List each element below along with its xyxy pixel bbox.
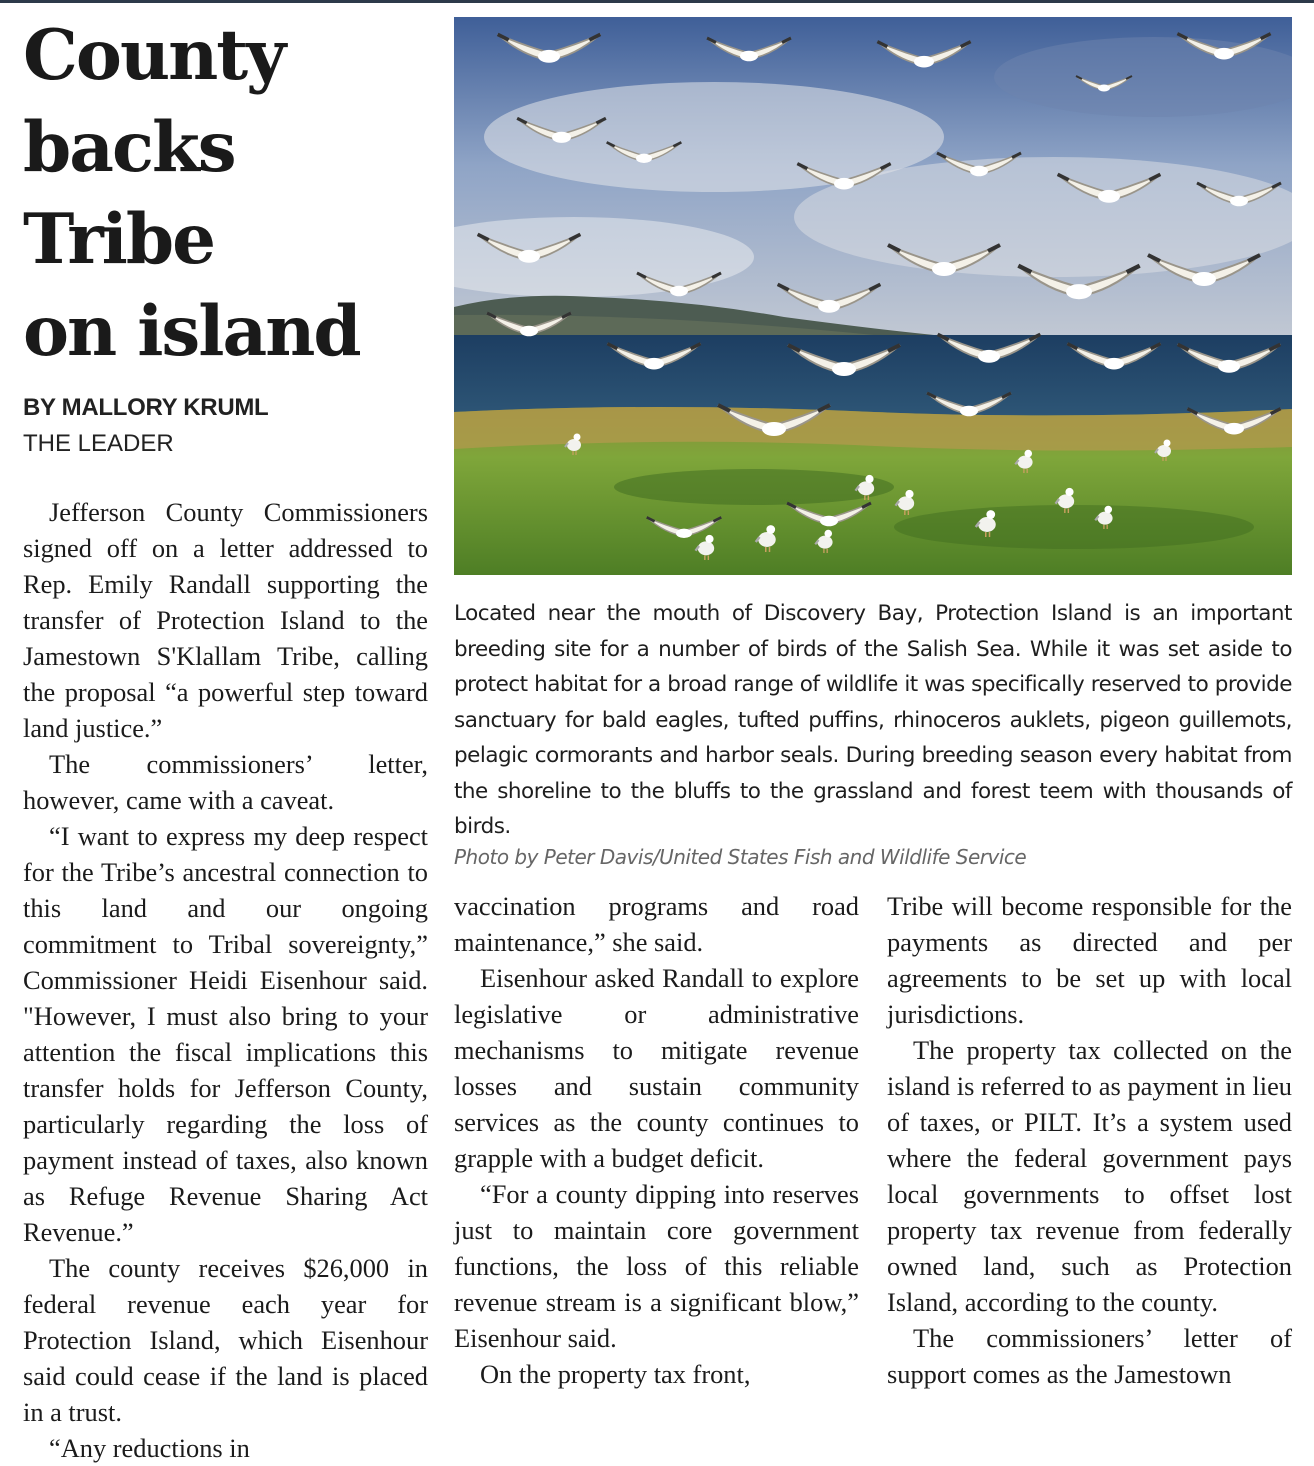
paragraph: “For a county dipping into reserves just to maintain core government functions, the loss of this reliable revenue stream is a significant blow,” Eisenhour said. xyxy=(454,1179,859,1353)
paragraph: vaccination programs and road maintenance,” she said. xyxy=(454,891,859,957)
headline-line-2: backs Tribe xyxy=(23,107,235,280)
headline-line-3: on island xyxy=(23,291,360,372)
headline-line-1: County xyxy=(23,15,285,96)
paragraph: “Any reductions in xyxy=(49,1433,250,1463)
paragraph: The property tax collected on the island is referred to as payment in lieu of taxes, or PILT. It’s a system used where the federal government pays local governments to offset lost property tax revenue from federally owned land, such as Protection Island, according to the county. xyxy=(887,1035,1292,1317)
paragraph: The commissioners’ letter of support comes as the Jamestown xyxy=(887,1323,1292,1389)
article-body-column-1 xyxy=(23,494,428,1466)
paragraph: Jefferson County Commissioners signed off on a letter addressed to Rep. Emily Randall supporting the transfer of Protection Island to the Jamestown S'Klallam Tribe, calling the proposal “a powerful step toward land justice.” xyxy=(23,497,428,743)
photo-illustration xyxy=(454,17,1292,575)
publication-name: THE LEADER xyxy=(23,430,174,457)
paragraph: The county receives $26,000 in federal revenue each year for Protection Island, which Eisenhour said could cease if the land is placed in a trust. xyxy=(23,1253,428,1427)
paragraph: “I want to express my deep respect for the Tribe’s ancestral connection to this land and our ongoing commitment to Tribal sovereignty,” Commissioner Heidi Eisenhour said. "However, I must also bring to your attention the fiscal implications this transfer holds for Jefferson County, particularly regarding the loss of payment instead of taxes, also known as Refuge Revenue Sharing Act Revenue.” xyxy=(23,821,428,1247)
article-body-column-3 xyxy=(887,888,1292,1392)
top-rule xyxy=(0,0,1314,3)
paragraph: Tribe will become responsible for the payments as directed and per agreements to be set up with local jurisdictions. xyxy=(887,891,1292,1029)
paragraph: The commissioners’ letter, however, came with a caveat. xyxy=(23,749,428,815)
paragraph: Eisenhour asked Randall to explore legislative or administrative mechanisms to mitigate revenue losses and sustain community services as the county continues to grapple with a budget deficit. xyxy=(454,963,859,1173)
photo-caption: Located near the mouth of Discovery Bay, Protection Island is an important breeding site for a number of birds of the Salish Sea. While it was set aside to protect habitat for a broad range of wildlife it was specifically reserved to provide sanctuary for bald eagles, tufted puffins, rhinoceros auklets, pigeon guillemots, pelagic cormorants and harbor seals. During breeding season every habitat from the shoreline to the bluffs to the grassland and forest teem with thousands of birds. xyxy=(454,601,1292,839)
left-column xyxy=(23,10,428,1466)
paragraph: On the property tax front, xyxy=(480,1359,751,1389)
article-body-column-2 xyxy=(454,888,859,1392)
seagulls-island-photo xyxy=(454,17,1292,575)
photo-credit: Photo by Peter Davis/United States Fish and Wildlife Service xyxy=(454,845,1027,869)
byline: BY MALLORY KRUML xyxy=(23,394,269,421)
headline xyxy=(23,10,428,378)
